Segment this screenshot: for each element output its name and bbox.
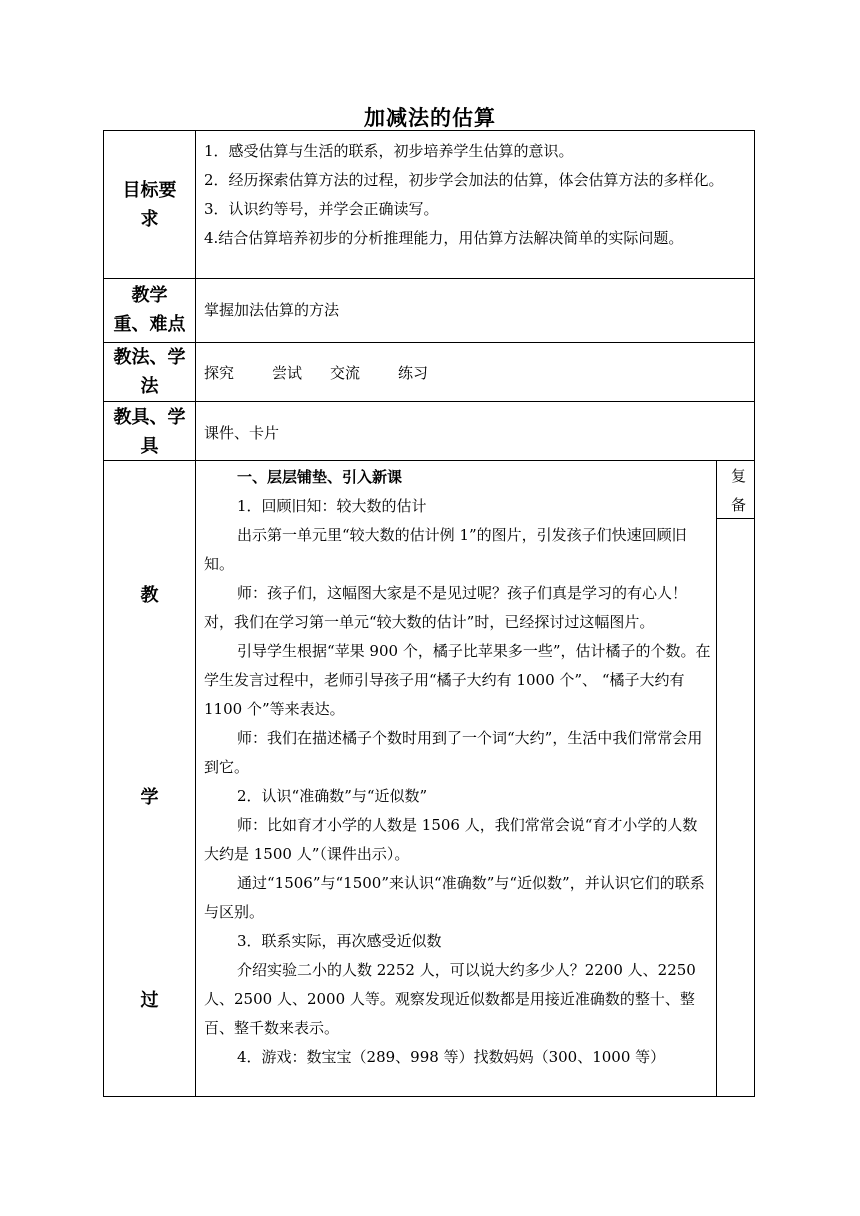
method-item: 探究 <box>204 364 235 382</box>
review-notes-line2: 备 <box>730 496 746 514</box>
process-paragraph: 师：我们在描述橘子个数时用到了一个词“大约”，生活中我们常常会用到它。 <box>204 729 703 776</box>
method-item: 交流 <box>330 364 361 382</box>
review-notes-header <box>722 462 755 520</box>
goal-item: 3．认识约等号，并学会正确读写。 <box>204 200 439 218</box>
process-label-char: 过 <box>140 990 159 1011</box>
side-column-divider <box>716 460 717 1096</box>
tools-content: 课件、卡片 <box>204 424 280 442</box>
process-paragraph: 出示第一单元里“较大数的估计例 1”的图片，引发孩子们快速回顾旧知。 <box>204 526 687 573</box>
process-paragraph: 引导学生根据“苹果 900 个，橘子比苹果多一些”，估计橘子的个数。在学生发言过程中，老师引导孩子用“橘子大约有 1000 个”、 “橘子大约有 1100 个”等来表达。 <box>204 642 711 718</box>
methods-content <box>204 359 749 388</box>
method-item: 练习 <box>398 364 429 382</box>
review-notes-line1: 复 <box>730 467 746 485</box>
process-paragraph: 师：比如育才小学的人数是 1506 人，我们常常会说“育才小学的人数大约是 1500 人”（课件出示）。 <box>204 816 698 863</box>
process-paragraph: 通过“1506”与“1500”来认识“准确数”与“近似数”，并认识它们的联系与区别。 <box>204 874 705 921</box>
process-paragraph: 介绍实验二小的人数 2252 人，可以说大约多少人？2200 人、2250 人、2500 人、2000 人等。观察发现近似数都是用接近准确数的整十、整百、整千数来表示。 <box>204 961 696 1037</box>
goals-label <box>104 176 195 234</box>
methods-label <box>104 343 195 401</box>
process-paragraph: 1．回顾旧知：较大数的估计 <box>237 497 427 515</box>
key-points-content: 掌握加法估算的方法 <box>204 301 340 319</box>
goals-content <box>204 137 749 253</box>
goals-label-line2: 求 <box>140 209 159 230</box>
goal-item: 4.结合估算培养初步的分析推理能力，用估算方法解决简单的实际问题。 <box>204 229 684 247</box>
methods-label-line2: 法 <box>140 376 159 397</box>
process-heading: 一、层层铺垫、引入新课 <box>237 468 403 486</box>
label-column-divider <box>195 131 196 1096</box>
method-item: 尝试 <box>272 364 303 382</box>
methods-label-line1: 教法、学 <box>113 347 186 368</box>
goal-item: 2．经历探索估算方法的过程，初步学会加法的估算，体会估算方法的多样化。 <box>204 171 724 189</box>
tools-label-line1: 教具、学 <box>113 407 186 428</box>
process-label-char: 学 <box>140 787 159 808</box>
key-points-label-line2: 重、难点 <box>113 314 186 335</box>
row-divider <box>104 401 754 402</box>
tools-label <box>104 403 195 461</box>
key-points-label-line1: 教学 <box>131 285 168 306</box>
row-divider <box>104 278 754 279</box>
process-content <box>204 463 712 1072</box>
goals-label-line1: 目标要 <box>122 180 177 201</box>
process-paragraph: 3．联系实际，再次感受近似数 <box>237 932 442 950</box>
process-paragraph: 2．认识“准确数”与“近似数” <box>237 787 428 805</box>
key-points-label <box>104 281 195 339</box>
process-label-char: 教 <box>140 585 159 606</box>
row-divider <box>104 460 754 461</box>
process-paragraph: 4．游戏：数宝宝（289、998 等）找数妈妈（300、1000 等） <box>237 1048 666 1066</box>
lesson-plan-table <box>103 130 755 1097</box>
process-paragraph: 师：孩子们，这幅图大家是不是见过呢？孩子们真是学习的有心人！对，我们在学习第一单元“较大数的估计”时，已经探讨过这幅图片。 <box>204 584 688 631</box>
tools-label-line2: 具 <box>140 436 159 457</box>
goal-item: 1．感受估算与生活的联系，初步培养学生估算的意识。 <box>204 142 574 160</box>
document-title: 加减法的估算 <box>364 106 496 130</box>
row-divider <box>104 342 754 343</box>
